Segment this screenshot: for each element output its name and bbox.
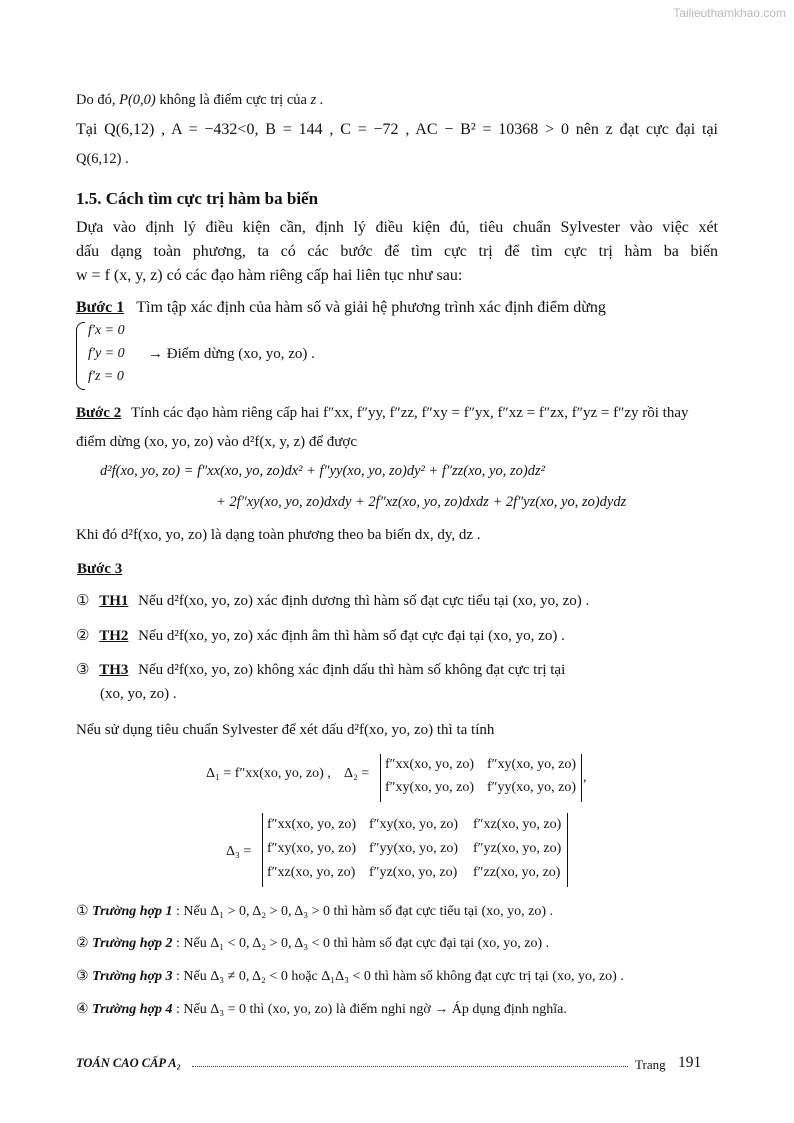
case-row-4	[76, 1001, 567, 1018]
footer-dotted-rule	[192, 1066, 628, 1067]
intro-line-2: Tại Q(6,12) , A = −432<0, B = 144 , C = −72 , AC − B² = 10368 > 0 nên z đạt cực đại tại	[76, 121, 718, 138]
matrix-cell: f″xy(xo, yo, zo)	[267, 841, 357, 856]
step-1-text: Tìm tập xác định của hàm số và giải hệ phương trình xác định điểm dừng	[136, 299, 606, 316]
section-para-3: w = f (x, y, z) có các đạo hàm riêng cấp hai liên tục như sau:	[76, 267, 463, 284]
delta-2-matrix	[380, 754, 582, 802]
case-marker: ③	[76, 969, 89, 984]
matrix-cell: f″xy(xo, yo, zo)	[487, 757, 577, 772]
case-row-1	[76, 903, 553, 920]
step-1-label: Bước 1	[76, 299, 125, 316]
case-name: Trường hợp 3	[92, 969, 173, 984]
case-marker: ④	[76, 1002, 89, 1017]
intro-line-3: Q(6,12) .	[76, 151, 129, 167]
d2f-formula-2: + 2f″xy(xo, yo, zo)dxdy + 2f″xz(xo, yo, zo)dxdz + 2f″yz(xo, yo, zo)dydz	[216, 494, 627, 510]
step-1	[76, 299, 718, 317]
delta-1: Δ₁ = f″xx(xo, yo, zo) ,	[206, 766, 331, 781]
step-2-line-1	[76, 405, 718, 422]
case-marker: ②	[76, 936, 89, 951]
step-2-text: Tính các đạo hàm riêng cấp hai f″xx, f″yy, f″zz, f″xy = f″yx, f″xz = f″zx, f″yz = f″zy rồi thay	[130, 405, 689, 421]
case-name: TH1	[99, 593, 129, 609]
matrix-cell: f″zz(xo, yo, zo)	[473, 865, 561, 880]
step-3-label: Bước 3	[77, 561, 123, 577]
case-text: : Nếu Δ₁ > 0, Δ₂ > 0, Δ₃ > 0 thì hàm số đạt cực tiểu tại (xo, yo, zo) .	[176, 904, 554, 919]
matrix-cell: f″xx(xo, yo, zo)	[267, 817, 357, 832]
step-2-conclusion: Khi đó d²f(xo, yo, zo) là dạng toàn phương theo ba biến dx, dy, dz .	[76, 527, 481, 543]
step-3-case-2	[76, 626, 565, 645]
system-eq-1: f′x = 0	[88, 323, 125, 338]
case-text: Nếu d²f(xo, yo, zo) xác định dương thì hàm số đạt cực tiểu tại (xo, yo, zo) .	[138, 593, 590, 609]
step-2-label: Bước 2	[76, 405, 122, 421]
case-text: Nếu d²f(xo, yo, zo) không xác định dấu thì hàm số không đạt cực trị tại	[138, 662, 566, 678]
step-2-line-2: điểm dừng (xo, yo, zo) vào d²f(x, y, z) để được	[76, 434, 357, 450]
case-name: TH3	[99, 662, 129, 678]
case-text: Nếu d²f(xo, yo, zo) xác định âm thì hàm số đạt cực đại tại (xo, yo, zo) .	[138, 628, 565, 644]
sylvester-intro: Nếu sử dụng tiêu chuẩn Sylvester để xét dấu d²f(xo, yo, zo) thì ta tính	[76, 722, 495, 738]
intro-text-2: không là điểm cực trị của	[155, 92, 311, 108]
point-p: P(0,0)	[119, 92, 156, 108]
footer-page-number: 191	[678, 1054, 702, 1071]
case-text: : Nếu Δ₃ = 0 thì (xo, yo, zo) là điểm nghi ngờ → Áp dụng định nghĩa.	[176, 1002, 567, 1017]
case-name: Trường hợp 2	[92, 936, 173, 951]
case-name: TH2	[99, 628, 129, 644]
case-marker: ①	[76, 593, 90, 609]
matrix-cell: f″yy(xo, yo, zo)	[369, 841, 459, 856]
matrix-cell: f″yz(xo, yo, zo)	[369, 865, 458, 880]
var-z: z .	[310, 92, 324, 108]
footer-page-label: Trang	[635, 1057, 666, 1072]
system-brace	[76, 322, 85, 390]
delta-3-label: Δ₃ =	[226, 844, 252, 859]
matrix-cell: f″xy(xo, yo, zo)	[385, 780, 475, 795]
matrix-cell: f″xx(xo, yo, zo)	[385, 757, 475, 772]
footer-title: TOÁN CAO CẤP A₂	[76, 1056, 181, 1070]
section-para-1: Dựa vào định lý điều kiện cần, định lý điều kiện đủ, tiêu chuẩn Sylvester vào việc xét	[76, 219, 718, 236]
step-3-case-1	[76, 591, 589, 610]
matrix-cell: f″xy(xo, yo, zo)	[369, 817, 459, 832]
delta-2-comma: ,	[583, 770, 587, 785]
section-para-2: dấu dạng toàn phương, ta có các bước để tìm cực trị để tìm cực trị hàm ba biến	[76, 243, 718, 260]
case-text: : Nếu Δ₃ ≠ 0, Δ₂ < 0 hoặc Δ₁Δ₃ < 0 thì hàm số không đạt cực trị tại (xo, yo, zo) .	[176, 969, 624, 984]
system-eq-3: f′z = 0	[88, 369, 124, 384]
section-title: 1.5. Cách tìm cực trị hàm ba biến	[76, 189, 319, 208]
matrix-cell: f″yz(xo, yo, zo)	[473, 841, 562, 856]
intro-line-1	[76, 92, 323, 109]
case-row-3	[76, 968, 624, 985]
matrix-cell: f″yy(xo, yo, zo)	[487, 780, 577, 795]
case-name: Trường hợp 1	[92, 904, 173, 919]
case-row-2	[76, 935, 549, 952]
case-marker: ②	[76, 628, 90, 644]
case-name: Trường hợp 4	[92, 1002, 173, 1017]
delta-2-label: Δ₂ =	[344, 766, 370, 781]
case-marker: ③	[76, 662, 90, 678]
watermark: Tailieuthamkhao.com	[673, 6, 786, 20]
system-eq-2: f′y = 0	[88, 346, 125, 361]
intro-text: Do đó,	[76, 92, 120, 108]
matrix-cell: f″xz(xo, yo, zo)	[267, 865, 356, 880]
delta-3-matrix	[262, 813, 568, 887]
case-text: : Nếu Δ₁ < 0, Δ₂ > 0, Δ₃ < 0 thì hàm số đạt cực đại tại (xo, yo, zo) .	[176, 936, 550, 951]
step-3-case-3	[76, 660, 565, 679]
case-marker: ①	[76, 904, 89, 919]
stationary-point: → Điểm dừng (xo, yo, zo) .	[148, 346, 315, 362]
matrix-cell: f″xz(xo, yo, zo)	[473, 817, 562, 832]
d2f-formula-1: d²f(xo, yo, zo) = f″xx(xo, yo, zo)dx² + f″yy(xo, yo, zo)dy² + f″zz(xo, yo, zo)dz²	[100, 463, 545, 479]
step-3-case-3-cont: (xo, yo, zo) .	[100, 686, 177, 702]
